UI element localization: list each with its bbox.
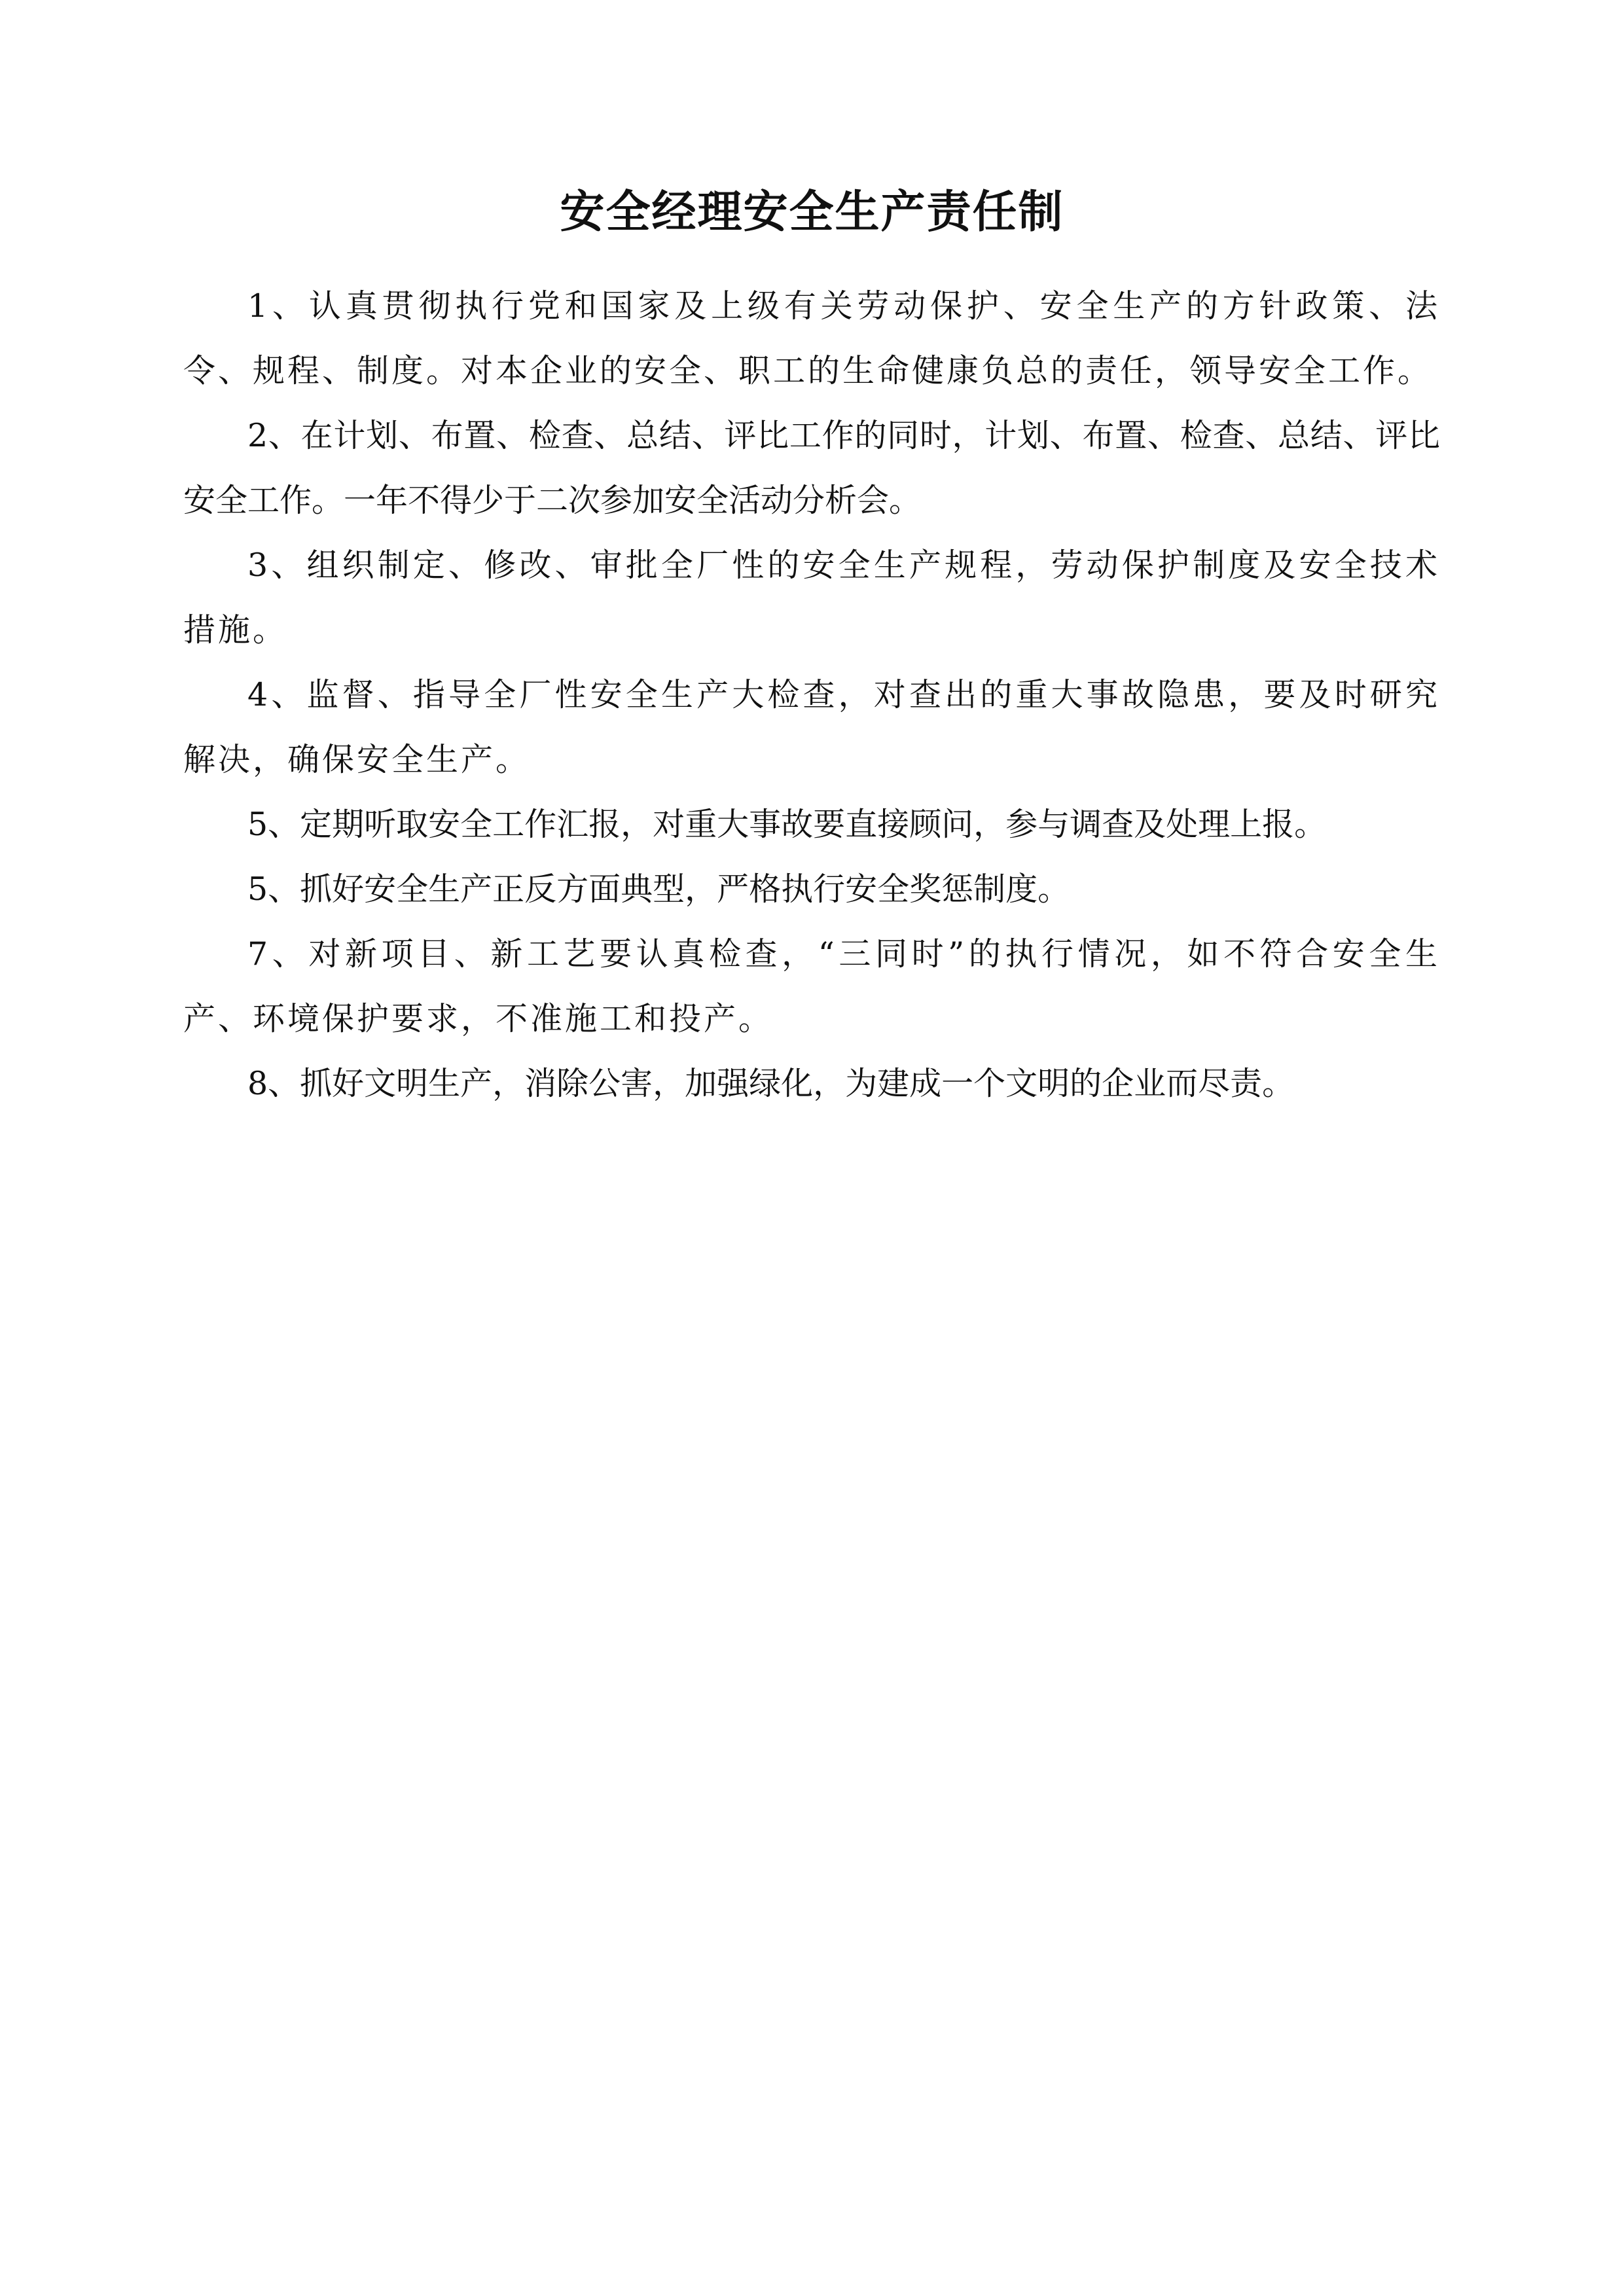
paragraph-7: 7、对新项目、新工艺要认真检查，“三同时”的执行情况，如不符合安全生产、环境保护要求，不准施工和投产。 bbox=[183, 935, 1440, 1037]
paragraph-8: 8、抓好文明生产，消除公害，加强绿化，为建成一个文明的企业而尽责。 bbox=[247, 1065, 1295, 1102]
paragraph-5: 5、定期听取安全工作汇报，对重大事故要直接顾问，参与调查及处理上报。 bbox=[247, 806, 1327, 843]
paragraph-3: 3、组织制定、修改、审批全厂性的安全生产规程，劳动保护制度及安全技术措施。 bbox=[183, 547, 1440, 649]
paragraph-4: 4、监督、指导全厂性安全生产大检查，对查出的重大事故隐患，要及时研究解决，确保安全生产。 bbox=[183, 676, 1440, 778]
paragraph-1: 1、认真贯彻执行党和国家及上级有关劳动保护、安全生产的方针政策、法令、规程、制度。对本企业的安全、职工的生命健康负总的责任，领导安全工作。 bbox=[183, 287, 1440, 389]
paragraph-2: 2、在计划、布置、检查、总结、评比工作的同时，计划、布置、检查、总结、评比安全工作。一年不得少于二次参加安全活动分析会。 bbox=[183, 417, 1440, 519]
paragraph-6: 5、抓好安全生产正反方面典型，严格执行安全奖惩制度。 bbox=[247, 870, 1070, 908]
document-title: 安全经理安全生产责任制 bbox=[560, 186, 1064, 238]
document-body bbox=[183, 274, 1440, 1116]
